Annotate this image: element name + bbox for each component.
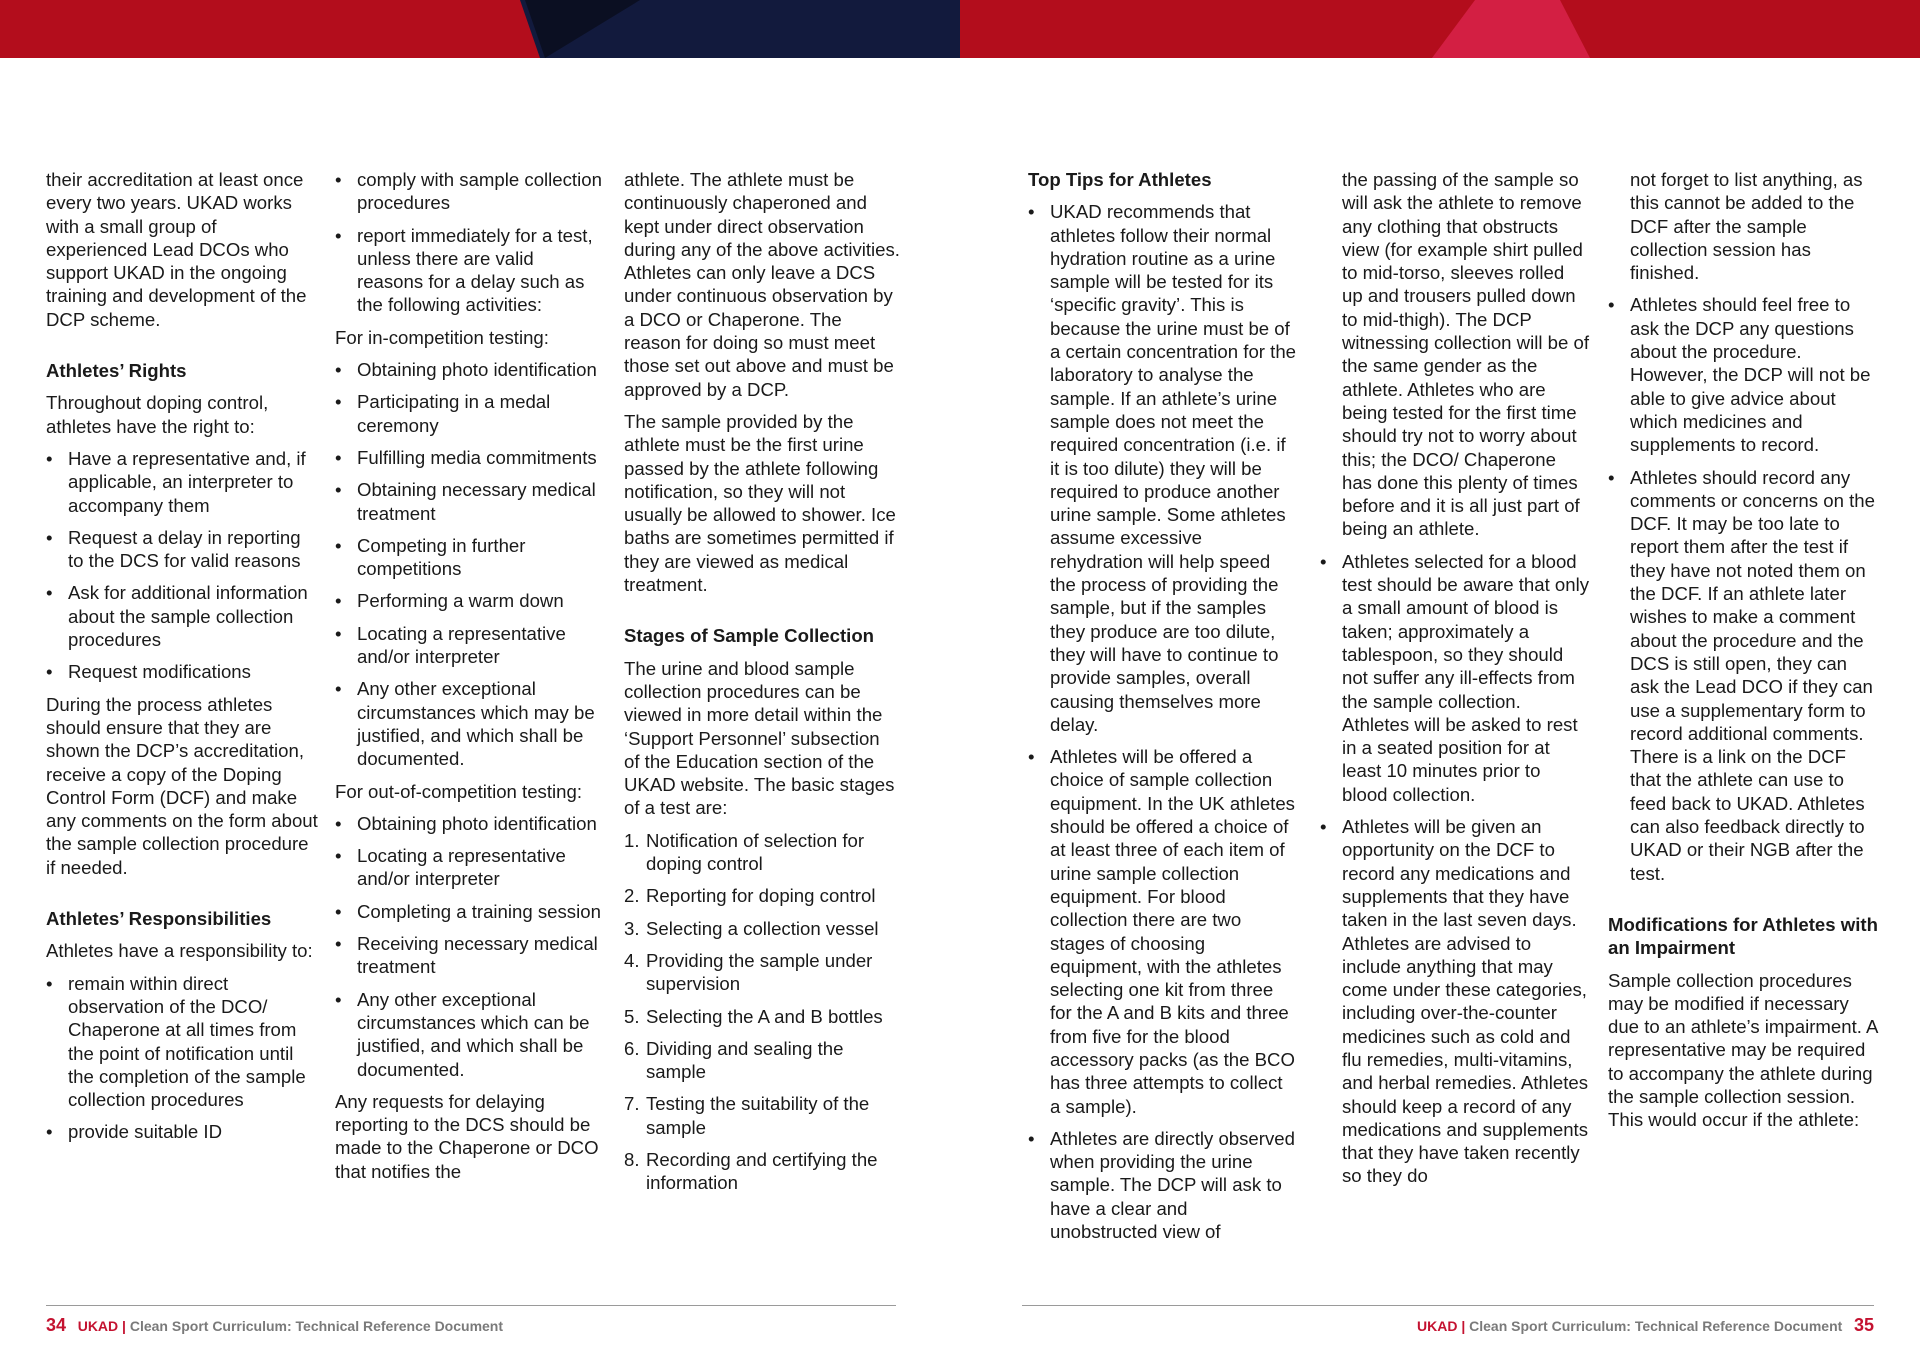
list-item: • Performing a warm down <box>335 590 564 612</box>
bullet-icon: • <box>46 972 53 994</box>
top-tips-list-continued <box>1320 550 1590 1188</box>
footer-brand: UKAD <box>77 1318 119 1334</box>
list-item: • Request modifications <box>46 661 251 683</box>
page-footer-left <box>46 1316 503 1335</box>
footer-separator: | <box>1461 1318 1466 1334</box>
rights-list <box>46 447 321 684</box>
list-number: 5. <box>624 1005 640 1027</box>
list-item: 2. Reporting for doping control <box>624 885 876 907</box>
bullet-icon: • <box>335 988 342 1010</box>
bullet-icon: • <box>335 845 342 867</box>
bullet-icon: • <box>335 224 342 246</box>
list-item: 6. Dividing and sealing the sample <box>624 1037 844 1083</box>
list-item: • Athletes selected for a blood test should be aware that only a small amount of blood is taken; approximately a tablespoon, so they should not suffer any ill-effects from the sample collection. Athletes will be asked to rest in a seated position for at least 10 minutes prior to blood collection. <box>1320 550 1590 805</box>
list-number: 2. <box>624 885 640 907</box>
bullet-icon: • <box>1028 1127 1035 1149</box>
page-number: 34 <box>46 1315 67 1335</box>
list-item: • Have a representative and, if applicable, an interpreter to accompany them <box>46 447 306 516</box>
list-number: 6. <box>624 1037 640 1059</box>
list-item: • Obtaining necessary medical treatment <box>335 479 596 524</box>
list-number: 8. <box>624 1148 640 1170</box>
list-item: 3. Selecting a collection vessel <box>624 917 879 939</box>
bullet-icon: • <box>46 1121 53 1143</box>
list-item: • remain within direct observation of the DCO/ Chaperone at all times from the point of notification until the completion of the sample collection procedures <box>46 972 306 1111</box>
footer-brand: UKAD <box>1416 1318 1458 1334</box>
list-item: • Request a delay in reporting to the DCS for valid reasons <box>46 526 301 572</box>
right-column-3 <box>1608 168 1880 1141</box>
list-item: • Athletes are directly observed when providing the urine sample. The DCP will ask to have a clear and unobstructed view of <box>1028 1127 1295 1243</box>
footer-separator: | <box>122 1318 126 1334</box>
bullet-icon: • <box>46 526 53 548</box>
list-item: • Locating a representative and/or interpreter <box>335 622 566 668</box>
modifications-heading: Modifications for Athletes with an Impairment <box>1608 913 1878 959</box>
list-item: • Receiving necessary medical treatment <box>335 933 598 978</box>
observation-continued: the passing of the sample so will ask the athlete to remove any clothing that obstructs view (for example shirt pulled to mid-torso, sleeves rolled up and trousers pulled down to mid-thigh). The DCP witnessing collection will be of the same gender as the athlete. Athletes who are being tested for the first time should try not to worry about this; the DCO/ Chaperone has done this plenty of times before and it is all just part of being an athlete. <box>1342 169 1590 540</box>
page-number: 35 <box>1853 1315 1874 1335</box>
responsibilities-list-continued <box>335 168 605 317</box>
list-item: • Athletes should feel free to ask the DCP any questions about the procedure. However, the DCP will not be able to give advice about which medicines and supplements to record. <box>1608 294 1871 456</box>
list-item: • UKAD recommends that athletes follow their normal hydration routine as a urine sample will be tested for its ‘specific gravity’. This is because the urine must be of a certain concentration for the laboratory to analyse the sample. If an athlete’s urine sample does not meet the required concentration (i.e. if it is too dilute) they will be required to produce another urine sample. Some athletes assume excessive rehydration will help speed the process of providing the sample, but if the samples they produce are too dilute, they will have to continue to provide samples, overall causing themselves more delay. <box>1028 201 1296 735</box>
rights-intro: Throughout doping control, athletes have the right to: <box>46 392 269 437</box>
list-item: 8. Recording and certifying the information <box>624 1148 878 1194</box>
bullet-icon: • <box>335 534 342 556</box>
list-number: 4. <box>624 949 640 971</box>
first-urine-paragraph: The sample provided by the athlete must be the first urine passed by the athlete following notification, so they will not usually be allowed to shower. Ice baths are sometimes permitted if they are viewed as medical treatment. <box>624 410 896 596</box>
bullet-icon: • <box>46 582 53 604</box>
list-item: • Locating a representative and/or interpreter <box>335 845 566 890</box>
bullet-icon: • <box>335 678 342 700</box>
stages-list <box>624 829 900 1195</box>
list-number: 1. <box>624 829 640 851</box>
list-item: • Competing in further competitions <box>335 534 526 580</box>
bullet-icon: • <box>335 391 342 413</box>
modifications-paragraph: Sample collection procedures may be modified if necessary due to an athlete’s impairment. A representative may be required to accompany the athlete during the sample collection session. This would occur if the athlete: <box>1608 969 1878 1131</box>
bullet-icon: • <box>335 479 342 501</box>
list-item: • provide suitable ID <box>46 1121 222 1143</box>
closing-paragraph: Any requests for delaying reporting to the DCS should be made to the Chaperone or DCO that notifies the <box>335 1090 599 1182</box>
stages-intro: The urine and blood sample collection procedures can be viewed in more detail within the ‘Support Personnel’ subsection of the Education section of the UKAD website. The basic stages of a test are: <box>624 657 895 819</box>
out-of-competition-list <box>335 812 605 1081</box>
bullet-icon: • <box>335 933 342 955</box>
footer-rule <box>1022 1305 1874 1306</box>
bullet-icon: • <box>1608 466 1615 488</box>
medications-continued: not forget to list anything, as this cannot be added to the DCF after the sample collection session has finished. <box>1630 169 1863 284</box>
left-column-2 <box>335 168 605 1192</box>
left-column-1 <box>46 168 321 1153</box>
bullet-icon: • <box>46 661 53 683</box>
chaperone-paragraph: athlete. The athlete must be continuously chaperoned and kept under direct observation during any of the above activities. Athletes can only leave a DCS under continuous observation by a DCO or Chaperone. The reason for doing so must meet those set out above and must be approved by a DCP. <box>624 169 900 400</box>
footer-rule <box>46 1305 896 1306</box>
top-tips-heading: Top Tips for Athletes <box>1028 169 1212 190</box>
list-item: • Any other exceptional circumstances which can be justified, and which shall be documented. <box>335 988 590 1080</box>
left-column-3 <box>624 168 900 1204</box>
in-competition-list <box>335 358 605 770</box>
list-item: 1. Notification of selection for doping control <box>624 829 865 875</box>
page-footer-right <box>1417 1316 1874 1335</box>
list-number: 3. <box>624 917 640 939</box>
responsibilities-heading: Athletes’ Responsibilities <box>46 908 272 930</box>
list-item: • Athletes should record any comments or concerns on the DCF. It may be too late to report them after the test if they have not noted them on the DCF. If an athlete later wishes to make a comment about the procedure and the DCS is still open, they can ask the Lead DCO if they can use a supplementary form to record additional comments. There is a link on the DCF that the athlete can use to feed back to UKAD. Athletes can also feedback directly to UKAD or their NGB after the test. <box>1608 466 1875 884</box>
bullet-icon: • <box>1028 201 1035 223</box>
list-item: 4. Providing the sample under supervision <box>624 949 873 995</box>
list-item: • report immediately for a test, unless there are valid reasons for a delay such as the following activities: <box>335 224 593 316</box>
rights-heading: Athletes’ Rights <box>46 360 187 382</box>
rights-after-paragraph: During the process athletes should ensure that they are shown the DCP’s accreditation, receive a copy of the Doping Control Form (DCF) and make any comments on the form about the sample collection procedure if needed. <box>46 693 318 878</box>
top-tips-list <box>1028 200 1296 1243</box>
bullet-icon: • <box>335 622 342 644</box>
bullet-icon: • <box>1028 746 1035 768</box>
bullet-icon: • <box>335 359 342 381</box>
list-item: 5. Selecting the A and B bottles <box>624 1005 883 1027</box>
right-column-1 <box>1028 168 1296 1252</box>
bullet-icon: • <box>46 447 53 469</box>
list-item: • Obtaining photo identification <box>335 359 597 381</box>
list-item: • Athletes will be given an opportunity on the DCF to record any medications and supplements that they have taken in the last seven days. Athletes are advised to include anything that may come under these categories, including over-the-counter medicines such as cold and flu remedies, multi-vitamins, and herbal remedies. Athletes should keep a record of any medications and supplements that they have taken recently so they do <box>1320 816 1589 1187</box>
list-item: • Obtaining photo identification <box>335 812 597 834</box>
footer-doc-title: Clean Sport Curriculum: Technical Reference Document <box>129 1318 504 1334</box>
list-item: • Ask for additional information about the sample collection procedures <box>46 582 308 651</box>
bullet-icon: • <box>335 169 342 190</box>
bullet-icon: • <box>1320 816 1327 838</box>
list-item: • Participating in a medal ceremony <box>335 391 551 436</box>
top-tips-list-end <box>1608 293 1880 884</box>
responsibilities-intro: Athletes have a responsibility to: <box>46 940 313 962</box>
intro-paragraph: their accreditation at least once every two years. UKAD works with a small group of experienced Lead DCOs who support UKAD in the ongoing training and development of the DCP scheme. <box>46 169 307 330</box>
list-item: • Any other exceptional circumstances which may be justified, and which shall be documented. <box>335 678 595 770</box>
right-column-2 <box>1320 168 1590 1197</box>
bullet-icon: • <box>335 900 342 922</box>
list-item: • Completing a training session <box>335 900 601 922</box>
stages-heading: Stages of Sample Collection <box>624 625 875 647</box>
list-number: 7. <box>624 1093 640 1115</box>
bullet-icon: • <box>335 812 342 834</box>
bullet-icon: • <box>1320 550 1327 572</box>
list-item: • comply with sample collection procedures <box>335 169 602 214</box>
bullet-icon: • <box>335 446 342 468</box>
responsibilities-list <box>46 972 321 1144</box>
out-of-competition-label: For out-of-competition testing: <box>335 780 582 802</box>
in-competition-label: For in-competition testing: <box>335 326 549 348</box>
right-page <box>960 0 1920 1358</box>
list-item: • Fulfilling media commitments <box>335 446 597 468</box>
footer-doc-title: Clean Sport Curriculum: Technical Reference Document <box>1469 1318 1843 1334</box>
list-item: • Athletes will be offered a choice of sample collection equipment. In the UK athletes should be offered a choice of at least three of each item of urine sample collection equipment. For blood collection there are two stages of choosing equipment, with the athletes selecting one kit from three for the A and B kits and three from five for the blood accessory packs (as the BCO has three attempts to collect a sample). <box>1028 746 1295 1117</box>
bullet-icon: • <box>1608 294 1615 316</box>
list-item: 7. Testing the suitability of the sample <box>624 1093 870 1138</box>
bullet-icon: • <box>335 590 342 612</box>
